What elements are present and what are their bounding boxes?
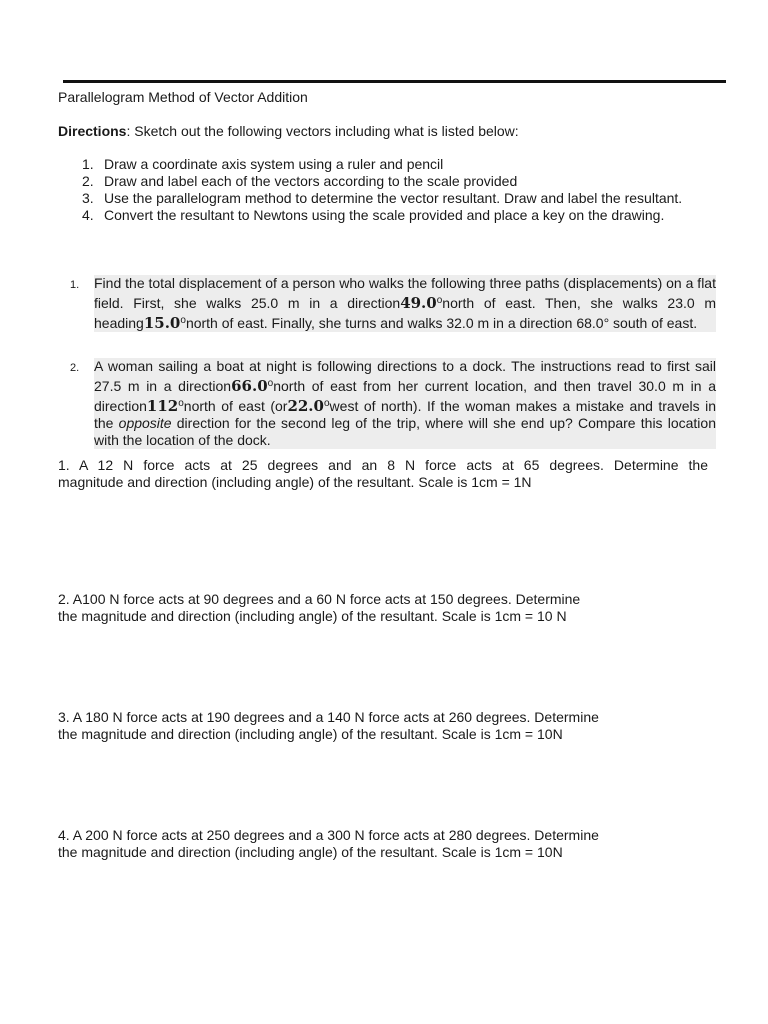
step-item [58, 207, 716, 224]
question-3 [58, 709, 708, 743]
step-text: Use the parallelogram method to determine the vector resultant. Draw and label the resultant. [104, 190, 683, 206]
angle-value: 66.0 [231, 377, 268, 395]
question-line: the magnitude and direction (including angle) of the resultant. Scale is 1cm = 10N [58, 844, 563, 860]
problem-text-part: north of east (or [183, 398, 288, 414]
header-rule [63, 80, 726, 83]
problem-text-part: north of east from her current location, and then travel 30.0 m in a direction [94, 378, 716, 414]
angle-value: 15.0 [143, 314, 181, 332]
directions [58, 123, 519, 140]
problem-text [94, 358, 716, 449]
question-line: the magnitude and direction (including angle) of the resultant. Scale is 1cm = 10 N [58, 608, 567, 624]
step-text: Draw and label each of the vectors according to the scale provided [104, 173, 518, 189]
question-1 [58, 457, 708, 491]
degree-mark: o [436, 295, 443, 306]
problem-text [94, 275, 716, 332]
problem-text-part: north of east. Then, she walks 23.0 m heading [94, 295, 717, 331]
question-line: 2. A100 N force acts at 90 degrees and a 60 N force acts at 150 degrees. Determine [58, 591, 581, 607]
problem-2 [58, 358, 716, 449]
directions-label: Directions [58, 123, 127, 139]
question-line: 4. A 200 N force acts at 250 degrees and a 300 N force acts at 280 degrees. Determine [58, 827, 599, 843]
angle-value: 49.0 [400, 294, 437, 312]
step-number: 4. [82, 207, 94, 223]
question-2 [58, 591, 708, 625]
step-number: 2. [82, 173, 94, 189]
question-4 [58, 827, 708, 861]
step-item [58, 190, 716, 207]
directions-text: : Sketch out the following vectors including what is listed below: [126, 123, 519, 139]
problem-text-part: west of north). If the woman makes a mistake and travels in the [94, 398, 717, 431]
angle-value: 22.0 [287, 397, 324, 415]
degree-mark: o [180, 315, 186, 326]
problem-text-part: north of east. Finally, she turns and walks 32.0 m in a direction 68.0° south of east. [185, 315, 698, 331]
step-item [58, 156, 716, 173]
step-number: 3. [82, 190, 94, 206]
problem-number: 2. [70, 362, 80, 374]
problem-text-part: Find the total displacement of a person who walks the following three paths (displacements) on a flat field. First, she walks 25.0 m in a direction [94, 275, 716, 311]
problem-1 [58, 275, 716, 332]
question-line: 3. A 180 N force acts at 190 degrees and a 140 N force acts at 260 degrees. Determine [58, 709, 599, 725]
problem-text-part: direction for the second leg of the trip, where will she end up? Compare this location with the location of the dock. [94, 415, 716, 448]
step-text: Convert the resultant to Newtons using the scale provided and place a key on the drawing. [104, 207, 665, 223]
question-line: the magnitude and direction (including angle) of the resultant. Scale is 1cm = 10N [58, 726, 563, 742]
degree-mark: o [178, 398, 184, 409]
problem-number: 1. [70, 279, 80, 291]
degree-mark: o [323, 398, 330, 409]
question-line: 1. A 12 N force acts at 25 degrees and an 8 N force acts at 65 degrees. Determine the [58, 457, 708, 473]
step-text: Draw a coordinate axis system using a ruler and pencil [104, 156, 444, 172]
steps-list [58, 156, 716, 224]
emphasis-text: opposite [118, 415, 172, 431]
step-number: 1. [82, 156, 94, 172]
problem-text-part: A woman sailing a boat at night is following directions to a dock. The instructions read to first sail 27.5 m in a direction [94, 358, 716, 394]
question-line: magnitude and direction (including angle) of the resultant. Scale is 1cm = 1N [58, 474, 532, 490]
angle-value: 112 [146, 397, 179, 415]
step-item [58, 173, 716, 190]
page-title: Parallelogram Method of Vector Addition [58, 89, 308, 105]
degree-mark: o [267, 378, 274, 389]
